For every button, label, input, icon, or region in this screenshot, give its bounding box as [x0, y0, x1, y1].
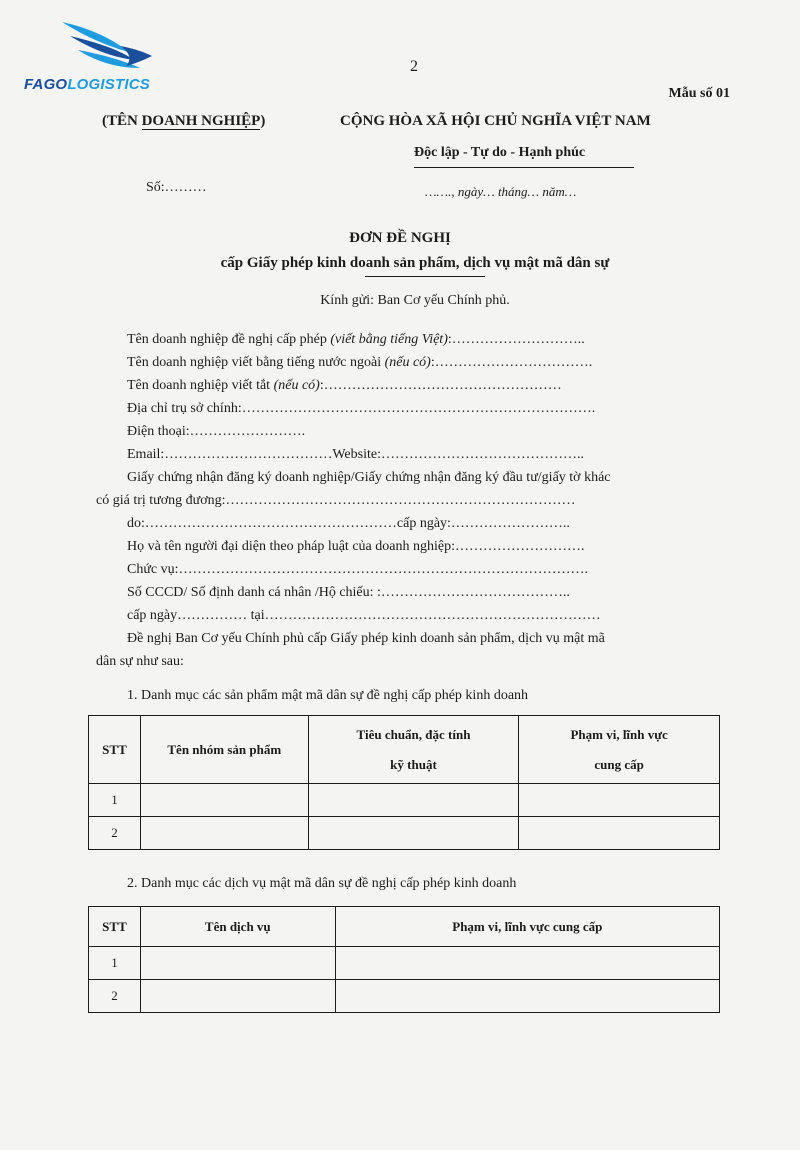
col-technical-spec: Tiêu chuẩn, đặc tính kỹ thuật [308, 716, 519, 784]
republic-heading: CỘNG HÒA XÃ HỘI CHỦ NGHĨA VIỆT NAM [340, 113, 651, 129]
col-product-group: Tên nhóm sản phẩm [140, 716, 308, 784]
section1-title: 1. Danh mục các sản phẩm mật mã dân sự đề nghị cấp phép kinh doanh [127, 688, 529, 703]
national-motto: Độc lập - Tự do - Hạnh phúc [414, 145, 586, 160]
cell-empty[interactable] [140, 784, 308, 817]
col-service-name: Tên dịch vụ [140, 907, 335, 947]
row-stt: 1 [89, 784, 141, 817]
field-head-office-address: Địa chỉ trụ sở chính:…………………………………………………………………. [127, 401, 596, 416]
field-issued-by: do:………………………………………………cấp ngày:…………………….. [127, 516, 570, 531]
col-stt: STT [89, 716, 141, 784]
col-service-scope: Phạm vi, lĩnh vực cung cấp [335, 907, 719, 947]
field-position: Chức vụ:……………………………………………………………………………. [127, 562, 589, 577]
field-legal-representative: Họ và tên người đại diện theo pháp luật của doanh nghiệp:………………………. [127, 539, 585, 554]
field-registration-cert-cont: có giá trị tương đương:………………………………………………………………… [96, 493, 576, 508]
field-id-issued: cấp ngày…………… tại……………………………………………………………… [127, 608, 601, 623]
company-prefix: (TÊN [102, 113, 142, 129]
document-date: ……., ngày… tháng… năm… [425, 184, 577, 199]
logo-text-fago: FAGO [24, 76, 68, 93]
table-row [89, 947, 720, 980]
cell-empty[interactable] [519, 784, 720, 817]
col-scope: Phạm vi, lĩnh vực cung cấp [519, 716, 720, 784]
cell-empty[interactable] [140, 947, 335, 980]
cell-empty[interactable] [335, 980, 719, 1013]
company-suffix: ) [260, 113, 266, 129]
document-number: Số:……… [146, 180, 207, 195]
row-stt: 1 [89, 947, 141, 980]
request-paragraph: Đề nghị Ban Cơ yếu Chính phủ cấp Giấy phép kinh doanh sản phẩm, dịch vụ mật mã [127, 631, 605, 646]
table-row [89, 980, 720, 1013]
cell-empty[interactable] [308, 817, 519, 850]
table-row [89, 817, 720, 850]
row-stt: 2 [89, 980, 141, 1013]
form-number: Mẫu số 01 [668, 86, 730, 101]
cell-empty[interactable] [335, 947, 719, 980]
field-company-abbrev: Tên doanh nghiệp viết tắt (nếu có):…………………………………………… [127, 378, 562, 393]
cell-empty[interactable] [140, 817, 308, 850]
company-placeholder [102, 113, 265, 130]
cell-empty[interactable] [519, 817, 720, 850]
form-subtitle: cấp Giấy phép kinh doanh sản phẩm, dịch vụ mật mã dân sự [220, 255, 610, 271]
bird-wing-icon [60, 18, 160, 76]
field-registration-cert: Giấy chứng nhận đăng ký doanh nghiệp/Giấy chứng nhận đăng ký đầu tư/giấy tờ khác [127, 470, 611, 485]
cell-empty[interactable] [308, 784, 519, 817]
field-company-name-vn: Tên doanh nghiệp đề nghị cấp phép (viết bằng tiếng Việt):……………………….. [127, 332, 585, 347]
services-table [88, 906, 720, 1013]
page-number: 2 [410, 58, 418, 75]
cell-empty[interactable] [140, 980, 335, 1013]
logo-text-logistics: LOGISTICS [67, 76, 150, 93]
recipient-line: Kính gửi: Ban Cơ yếu Chính phủ. [320, 293, 510, 308]
motto-underline [414, 167, 634, 168]
subtitle-underline [365, 276, 485, 277]
col-stt: STT [89, 907, 141, 947]
request-paragraph-cont: dân sự như sau: [96, 654, 184, 669]
field-company-name-foreign: Tên doanh nghiệp viết bằng tiếng nước ngoài (nếu có):……………………………. [127, 355, 593, 370]
fago-logo [24, 18, 194, 98]
table-row [89, 784, 720, 817]
field-email-website: Email:………………………………Website:…………………………………….. [127, 447, 584, 462]
field-id-number: Số CCCD/ Số định danh cá nhân /Hộ chiếu: :………………………………….. [127, 585, 570, 600]
row-stt: 2 [89, 817, 141, 850]
company-underlined: DOANH NGHIỆP [141, 113, 261, 129]
field-phone: Điện thoại:……………………. [127, 424, 306, 439]
form-title: ĐƠN ĐỀ NGHỊ [349, 230, 451, 246]
section2-title: 2. Danh mục các dịch vụ mật mã dân sự đề nghị cấp phép kinh doanh [127, 876, 517, 891]
products-table [88, 715, 720, 850]
